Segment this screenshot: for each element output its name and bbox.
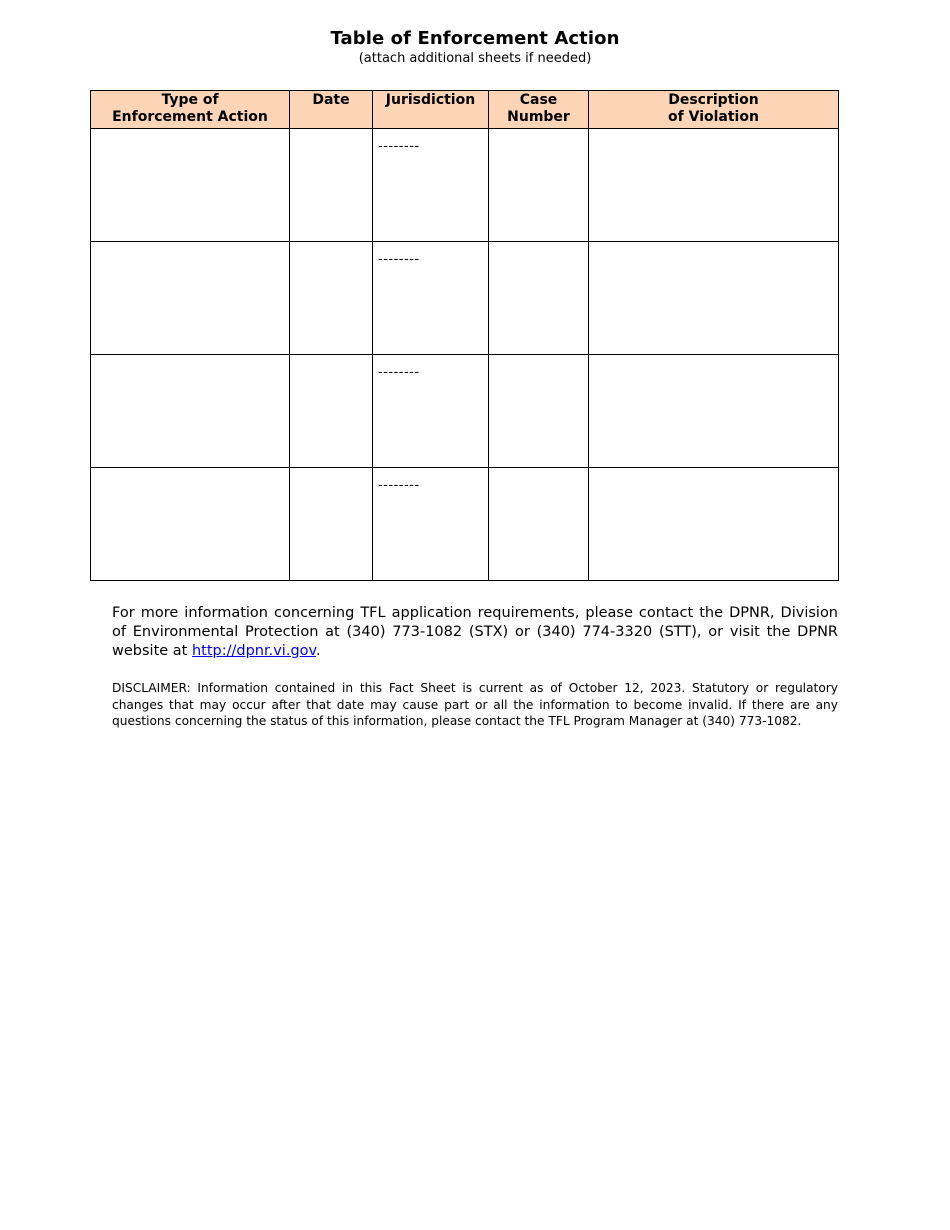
header-desc-line2: of Violation [668, 109, 759, 125]
cell-jurisdiction[interactable] [373, 242, 489, 355]
cell-date[interactable] [290, 355, 373, 468]
dpnr-website-link[interactable]: http://dpnr.vi.gov [191, 643, 316, 659]
header-case-number [489, 91, 589, 129]
disclaimer-paragraph: DISCLAIMER: Information contained in this Fact Sheet is current as of October 12, 2023. Statutory or regulatory changes that may occur after that date may cause part or all the information to become invalid. If there are any questions concerning the status of this information, please contact the TFL Program Manager at (340) 773-1082. [112, 681, 838, 728]
header-jurisdiction-label: Jurisdiction [385, 92, 476, 108]
header-date-label: Date [312, 92, 350, 108]
page-title: Table of Enforcement Action [330, 28, 620, 49]
jurisdiction-dashes: -------- [378, 365, 420, 380]
cell-case-number[interactable] [489, 129, 589, 242]
cell-case-number[interactable] [489, 355, 589, 468]
table-row [91, 468, 839, 581]
cell-case-number[interactable] [489, 468, 589, 581]
cell-description[interactable] [589, 468, 839, 581]
cell-description[interactable] [589, 242, 839, 355]
jurisdiction-dashes: -------- [378, 478, 420, 493]
jurisdiction-dashes: -------- [378, 252, 420, 267]
cell-date[interactable] [290, 242, 373, 355]
page-subtitle: (attach additional sheets if needed) [358, 51, 592, 66]
cell-type[interactable] [91, 129, 290, 242]
cell-date[interactable] [290, 468, 373, 581]
header-desc-line1: Description [668, 92, 759, 108]
jurisdiction-dashes: -------- [378, 139, 420, 154]
header-case-line1: Case [519, 92, 558, 108]
header-date [290, 91, 373, 129]
table-row [91, 242, 839, 355]
header-type-line2: Enforcement Action [112, 109, 268, 125]
cell-case-number[interactable] [489, 242, 589, 355]
cell-jurisdiction[interactable] [373, 129, 489, 242]
contact-information-paragraph [112, 604, 838, 661]
cell-jurisdiction[interactable] [373, 355, 489, 468]
info-trailing-period: . [315, 643, 321, 659]
cell-type[interactable] [91, 242, 290, 355]
header-type-of-enforcement-action [91, 91, 290, 129]
cell-description[interactable] [589, 129, 839, 242]
table-row [91, 355, 839, 468]
cell-type[interactable] [91, 468, 290, 581]
cell-jurisdiction[interactable] [373, 468, 489, 581]
header-case-line2: Number [507, 109, 570, 125]
header-type-line1: Type of [161, 92, 219, 108]
table-row [91, 129, 839, 242]
cell-date[interactable] [290, 129, 373, 242]
cell-description[interactable] [589, 355, 839, 468]
info-text: For more information concerning TFL application requirements, please contact the DPNR, Division of Environmental Protection at (340) 773-1082 (STX) or (340) 774-3320 (STT), or visit the DPNR website at [112, 605, 838, 659]
header-description-of-violation [589, 91, 839, 129]
enforcement-action-table [90, 90, 839, 581]
table-header-row [91, 91, 839, 129]
header-jurisdiction [373, 91, 489, 129]
cell-type[interactable] [91, 355, 290, 468]
